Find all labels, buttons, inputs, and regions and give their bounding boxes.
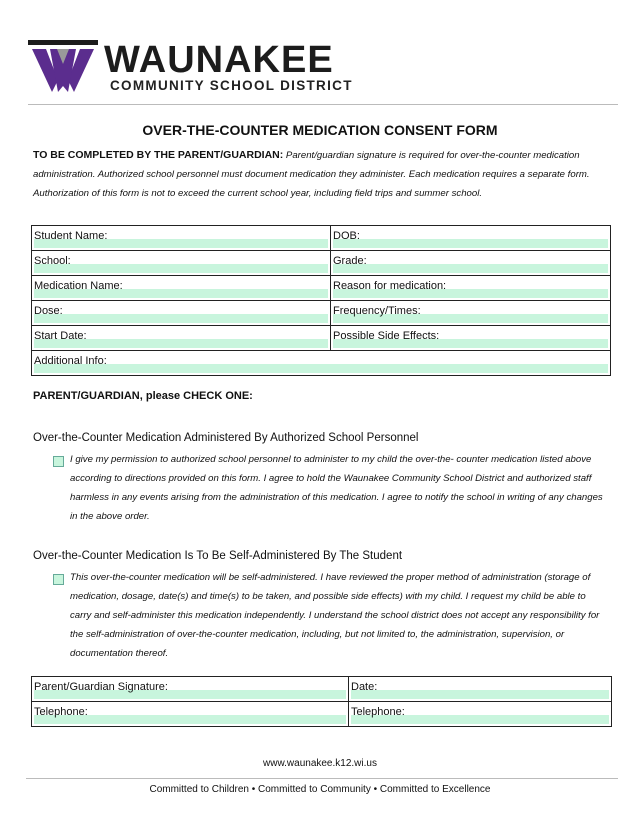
parent-signature-label: Parent/Guardian Signature:: [34, 681, 168, 693]
telephone-label-right: Telephone:: [351, 706, 405, 718]
medication-name-field[interactable]: [32, 276, 331, 301]
form-intro: [33, 146, 611, 203]
brand-name: WAUNAKEE: [104, 39, 334, 81]
option-2-heading: Over-the-Counter Medication Is To Be Self-Administered By The Student: [33, 550, 403, 562]
student-name-label: Student Name:: [34, 230, 108, 242]
dose-field[interactable]: [32, 301, 331, 326]
school-field[interactable]: [32, 251, 331, 276]
dose-label: Dose:: [34, 305, 63, 317]
additional-info-label: Additional Info:: [34, 355, 107, 367]
footer-divider: [26, 778, 618, 779]
dob-field[interactable]: [331, 226, 611, 251]
signature-table: [31, 676, 612, 727]
option-1-text: I give my permission to authorized school personnel to administer to my child the over-the- counter medication listed above according to directions provided on this form. I agree to hold the Waunakee Community School District and authorized staff harmless in any events arising from the administration of this medication. I agree to notify the school in writing of any changes in the above order.: [70, 454, 603, 522]
option-2-checkbox[interactable]: [53, 574, 64, 585]
student-info-table: [31, 225, 611, 376]
reason-field[interactable]: [331, 276, 611, 301]
start-date-field[interactable]: [32, 326, 331, 351]
start-date-label: Start Date:: [34, 330, 87, 342]
option-1-heading: Over-the-Counter Medication Administered By Authorized School Personnel: [33, 432, 419, 444]
frequency-label: Frequency/Times:: [333, 305, 421, 317]
intro-bold: TO BE COMPLETED BY THE PARENT/GUARDIAN:: [33, 149, 284, 161]
header-divider: [28, 104, 618, 105]
reason-label: Reason for medication:: [333, 280, 447, 292]
frequency-field[interactable]: [331, 301, 611, 326]
additional-info-field[interactable]: [32, 351, 611, 376]
medication-name-label: Medication Name:: [34, 280, 123, 292]
date-field[interactable]: [349, 677, 612, 702]
brand-subtitle: COMMUNITY SCHOOL DISTRICT: [110, 78, 353, 93]
telephone-field-right[interactable]: [349, 702, 612, 727]
grade-label: Grade:: [333, 255, 367, 267]
telephone-field-left[interactable]: [32, 702, 349, 727]
telephone-label-left: Telephone:: [34, 706, 88, 718]
parent-signature-field[interactable]: [32, 677, 349, 702]
intro-text: Parent/guardian signature is required for over-the-counter medication administration. Authorized school personnel must document medication they administer. Each medication requires a separate form. Authorization of this form is not to exceed the current school year, including field trips and summer school.: [33, 150, 590, 199]
school-label: School:: [34, 255, 71, 267]
side-effects-field[interactable]: [331, 326, 611, 351]
waunakee-w-logo-icon: [28, 40, 98, 96]
side-effects-label: Possible Side Effects:: [333, 330, 440, 342]
footer-motto: Committed to Children • Committed to Community • Committed to Excellence: [149, 784, 491, 795]
student-name-field[interactable]: [32, 226, 331, 251]
grade-field[interactable]: [331, 251, 611, 276]
date-label: Date:: [351, 681, 378, 693]
footer-url: www.waunakee.k12.wi.us: [263, 758, 377, 769]
option-1-checkbox[interactable]: [53, 456, 64, 467]
form-title: OVER-THE-COUNTER MEDICATION CONSENT FORM: [142, 122, 498, 138]
check-one-heading: PARENT/GUARDIAN, please CHECK ONE:: [33, 390, 253, 402]
option-2-text: This over-the-counter medication will be self-administered. I have reviewed the proper method of administration (storage of medication, dosage, date(s) and time(s) to be taken, and possible side effects) with my child. I request my child be able to carry and self-administer this medication independently. I understand the school district does not accept any responsibility for the self-administration of over-the-counter medication, including, but not limited to, the administration, supervision, or documentation thereof.: [70, 572, 600, 659]
dob-label: DOB:: [333, 230, 360, 242]
